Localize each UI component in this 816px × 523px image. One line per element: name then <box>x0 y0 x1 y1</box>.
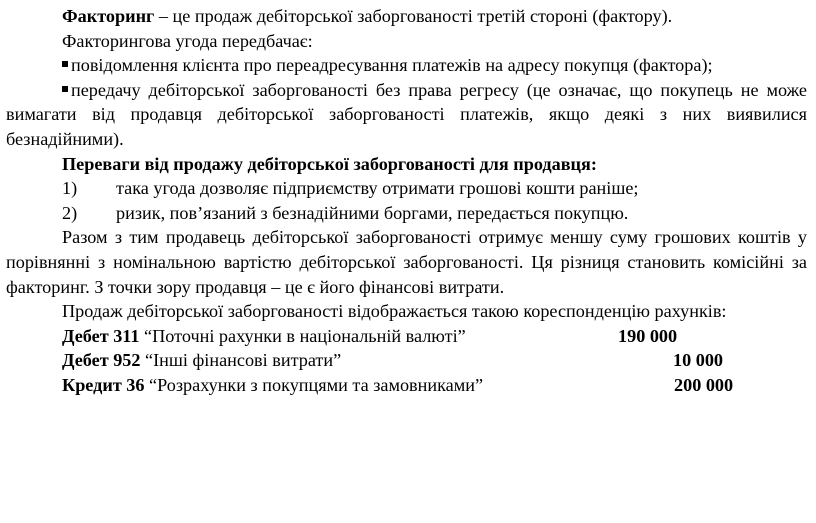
agreement-lead: Факторингова угода передбачає: <box>62 30 313 51</box>
cost-paragraph: Разом з тим продавець дебіторської заборгованості отримує меншу суму грошових коштів у порівнянні з номінальною вартістю дебіторської заборгованості. Ця різниця становить комісійні за факторинг. З точки зору продавця – це є його фінансові витрати. <box>6 227 807 297</box>
bullet-icon <box>62 61 68 67</box>
entry-label: Дебет 311 <box>62 325 140 346</box>
journal-entry <box>6 324 807 349</box>
agreement-item-text: передачу дебіторської заборгованості без права регресу (це означає, що покупець не може вимагати від продавця дебіторської заборгованості платежів, якщо деякі з них виявилися безнадійними). <box>6 79 807 149</box>
agreement-item <box>6 53 807 78</box>
journal-entry <box>6 373 807 398</box>
factoring-definition-text: – це продаж дебіторської заборгованості третій стороні (фактору). <box>154 6 673 26</box>
advantage-number: 1) <box>62 178 78 199</box>
factoring-term: Факторинг <box>62 6 155 26</box>
advantage-text: ризик, пов’язаний з безнадійними боргами, передається покупцю. <box>116 202 629 223</box>
entry-amount: 200 000 <box>674 374 734 395</box>
advantage-number: 2) <box>62 202 78 223</box>
entry-amount: 190 000 <box>618 325 678 346</box>
entry-account: “Розрахунки з покупцями та замовниками” <box>144 374 484 395</box>
advantage-item <box>6 176 807 201</box>
entry-label: Кредит 36 <box>62 374 145 395</box>
entries-lead: Продаж дебіторської заборгованості відображається такою кореспонденцію рахунків: <box>62 301 727 322</box>
entry-amount: 10 000 <box>673 350 724 371</box>
entry-account: “Поточні рахунки в національній валюті” <box>139 325 466 346</box>
entry-label: Дебет 952 <box>62 350 141 371</box>
entry-account: “Інші фінансові витрати” <box>140 350 342 371</box>
agreement-item <box>6 78 807 152</box>
advantage-item <box>6 201 807 226</box>
agreement-item-text: повідомлення клієнта про переадресування платежів на адресу покупця (фактора); <box>71 55 713 76</box>
journal-entry <box>6 348 807 373</box>
bullet-icon <box>62 86 68 92</box>
advantage-text: така угода дозволяє підприємству отримати грошові кошти раніше; <box>116 178 639 199</box>
advantages-heading: Переваги від продажу дебіторської заборгованості для продавця: <box>62 153 597 174</box>
factoring-definition <box>6 4 807 29</box>
